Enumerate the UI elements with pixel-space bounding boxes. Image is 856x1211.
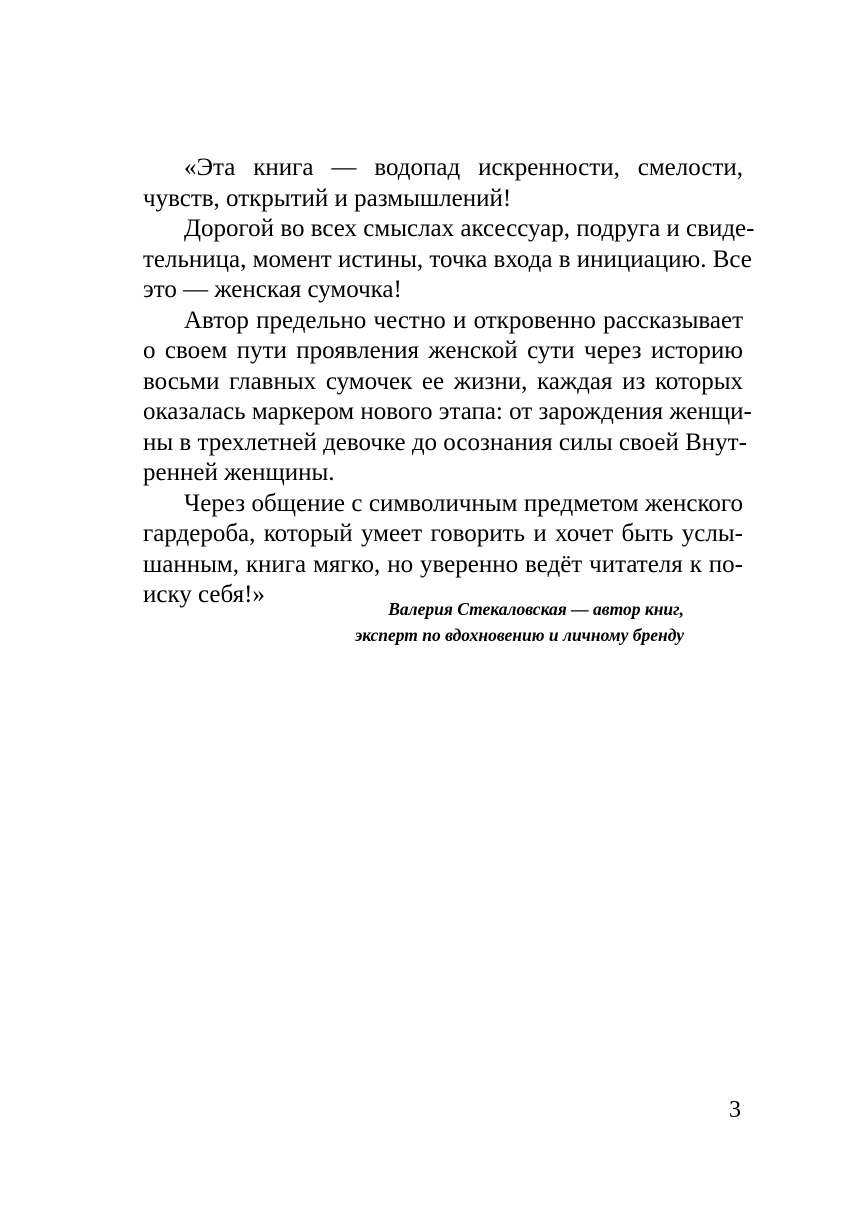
attribution-role: эксперт по вдохновению и личному бренду — [355, 625, 684, 645]
text-line: ны в трехлетней девочке до осознания силы своей Внут- — [143, 428, 747, 456]
text-line: шанным, книга мягко, но уверенно ведёт читателя к по- — [143, 550, 743, 578]
text-line: тельница, момент истины, точка входа в инициацию. Все — [143, 245, 752, 273]
text-line: Через общение с символичным предметом женского — [184, 489, 743, 517]
text-line: Автор предельно честно и откровенно рассказывает — [184, 306, 743, 334]
quote-attribution — [355, 596, 684, 648]
quote-text — [143, 153, 755, 611]
text-line: чувств, открытий и размышлений! — [143, 184, 512, 212]
page-number: 3 — [729, 1097, 741, 1123]
text-line: Дорогой во всех смыслах аксессуар, подруга и свиде- — [184, 215, 755, 242]
text-line: ренней женщины. — [143, 459, 335, 486]
text-line: о своем пути проявления женской сути через историю — [143, 337, 743, 364]
text-line: восьми главных сумочек ее жизни, каждая из которых — [143, 367, 743, 395]
text-line: гардероба, который умеет говорить и хочет быть услы- — [143, 520, 743, 547]
text-line: «Эта книга — водопад искренности, смелости, — [184, 154, 743, 181]
attribution-author: Валерия Стекаловская — автор книг, — [388, 599, 684, 619]
text-line: это — женская сумочка! — [143, 276, 402, 303]
text-line: иску себя!» — [143, 581, 265, 608]
text-line: оказалась маркером нового этапа: от зарождения женщи- — [143, 398, 752, 425]
